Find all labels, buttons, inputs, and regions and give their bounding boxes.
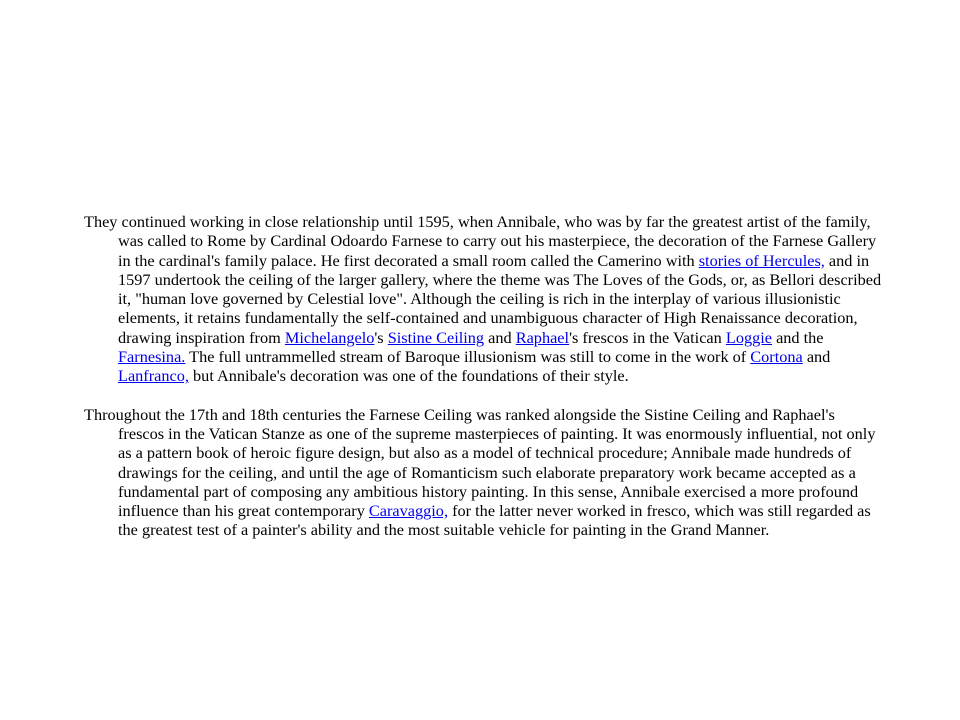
paragraph-text: Throughout the 17th and 18th centuries the Farnese Ceiling was ranked alongside the Sistine Ceiling and Raphael's frescos in the Vatican Stanze as one of the supreme masterpieces of painting. It was enormously influential, not only as a pattern book of heroic figure design, but also as a model of technical procedure; Annibale made hundreds of drawings for the ceiling, and until the age of Romanticism such elaborate preparatory work became accepted as a fundamental part of composing any ambitious history painting. In this sense, Annibale exercised a more profound influence than his great contemporary [84,404,876,521]
link-farnesina[interactable]: Farnesina. [118,347,186,367]
paragraph-text: and [802,347,831,367]
paragraph-text: and in 1597 undertook the ceiling of the larger gallery, where the theme was The Loves of the Gods, or, as Bellori described it, "human love governed by Celestial love". Although the ceiling is rich in the interplay of various illusionistic elements, it retains fundamentally the self-contained and unambiguous character of High Renaissance decoration, drawing inspiration from [118,250,882,347]
paragraph-text: and [484,327,516,347]
paragraph-text: They continued working in close relationship until 1595, when Annibale, who was by far the greatest artist of the family, was called to Rome by Cardinal Odoardo Farnese to carry out his masterpiece, the decoration of the Farnese Gallery in the cardinal's family palace. He first decorated a small room called the Camerino with [84,212,877,270]
paragraph-text: 's frescos in the Vatican [569,327,726,347]
link-stories-of-hercules[interactable]: stories of Hercules, [698,250,825,270]
paragraph-farnese-ceiling-influence [84,405,884,540]
link-caravaggio[interactable]: Caravaggio, [368,501,449,521]
link-loggie[interactable]: Loggie [725,327,772,347]
link-michelangelo[interactable]: Michelangelo [284,327,375,347]
paragraph-text: but Annibale's decoration was one of the foundations of their style. [188,366,629,386]
paragraph-text: for the latter never worked in fresco, which was still regarded as the greatest test of a painter's ability and the most suitable vehicle for painting in the Grand Manner. [118,501,871,540]
paragraph-text: and the [772,327,824,347]
link-raphael[interactable]: Raphael [515,327,570,347]
link-lanfranco[interactable]: Lanfranco, [118,366,189,386]
link-cortona[interactable]: Cortona [750,347,803,367]
paragraph-text: 's [374,327,388,347]
paragraph-farnese-gallery [84,212,884,386]
text-body [84,212,884,559]
paragraph-text: The full untrammelled stream of Baroque illusionism was still to come in the work of [185,347,751,367]
link-sistine-ceiling[interactable]: Sistine Ceiling [387,327,485,347]
